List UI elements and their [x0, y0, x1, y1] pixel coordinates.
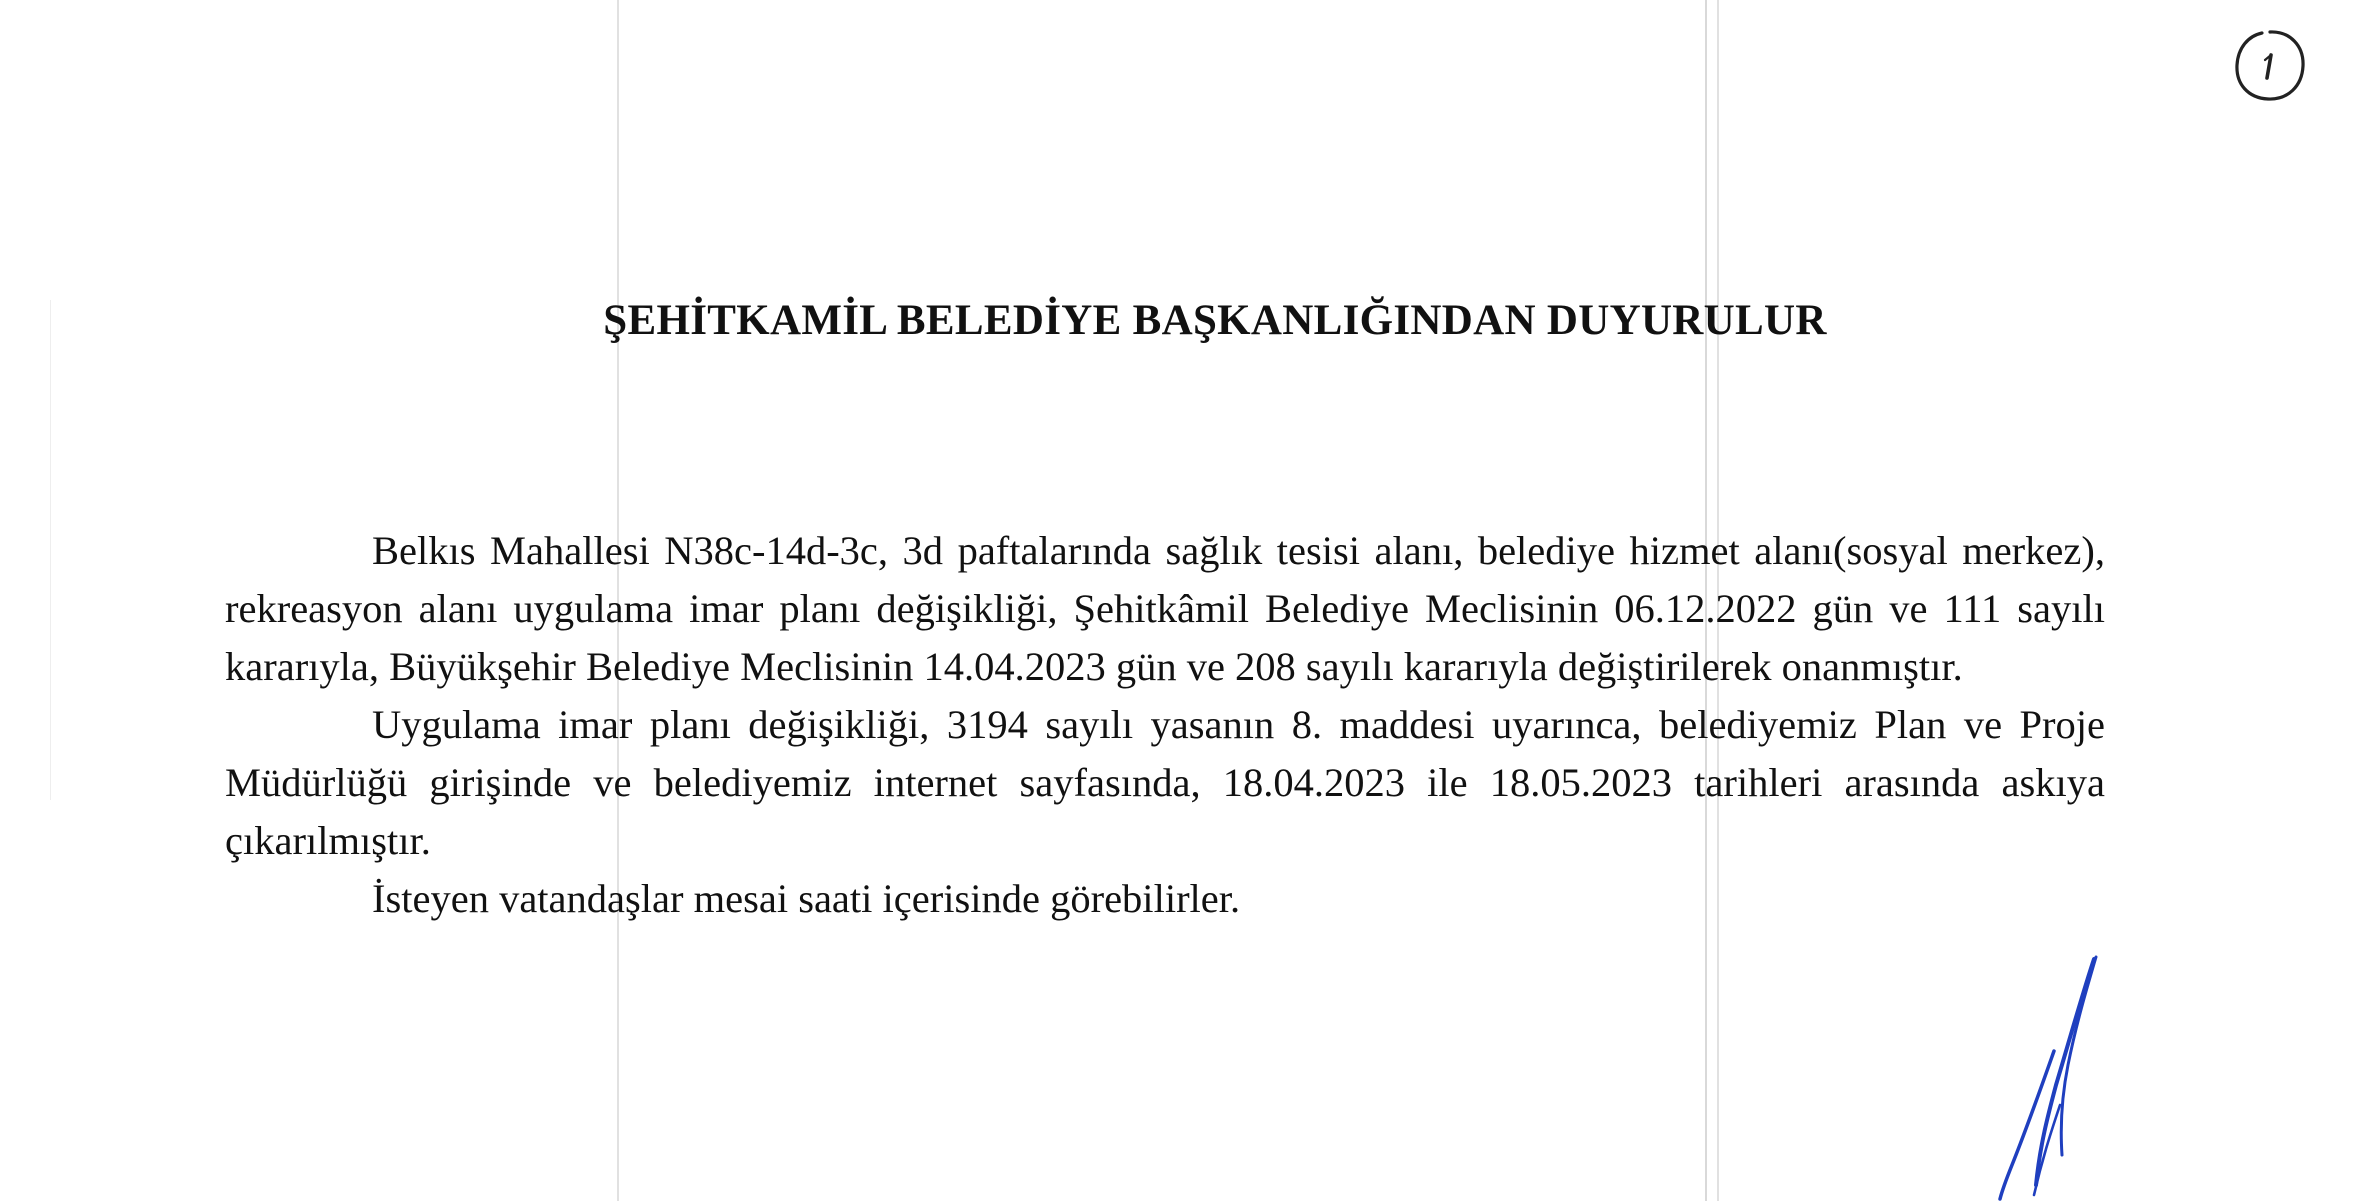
signature-mark — [1990, 955, 2130, 1201]
paragraph: Belkıs Mahallesi N38c-14d-3c, 3d paftalarında sağlık tesisi alanı, belediye hizmet alanı(sosyal merkez), rekreasyon alanı uygulama imar planı değişikliği, Şehitkâmil Belediye Meclisinin 06.12.2022 gün ve 111 sayılı kararıyla, Büyükşehir Belediye Meclisinin 14.04.2023 gün ve 208 sayılı kararıyla değiştirilerek onanmıştır. — [225, 528, 2105, 689]
scan-edge-mark — [50, 300, 51, 800]
announcement-title: ŞEHİTKAMİL BELEDİYE BAŞKANLIĞINDAN DUYURULUR — [603, 297, 1827, 344]
announcement-body — [225, 522, 2105, 928]
paragraph: İsteyen vatandaşlar mesai saati içerisinde görebilirler. — [372, 876, 1241, 921]
paragraph: Uygulama imar planı değişikliği, 3194 sayılı yasanın 8. maddesi uyarınca, belediyemiz Plan ve Proje Müdürlüğü girişinde ve belediyemiz internet sayfasında, 18.04.2023 ile 18.05.2023 tarihleri arasında askıya çıkarılmıştır. — [225, 702, 2105, 863]
page-number-mark — [2232, 28, 2308, 104]
